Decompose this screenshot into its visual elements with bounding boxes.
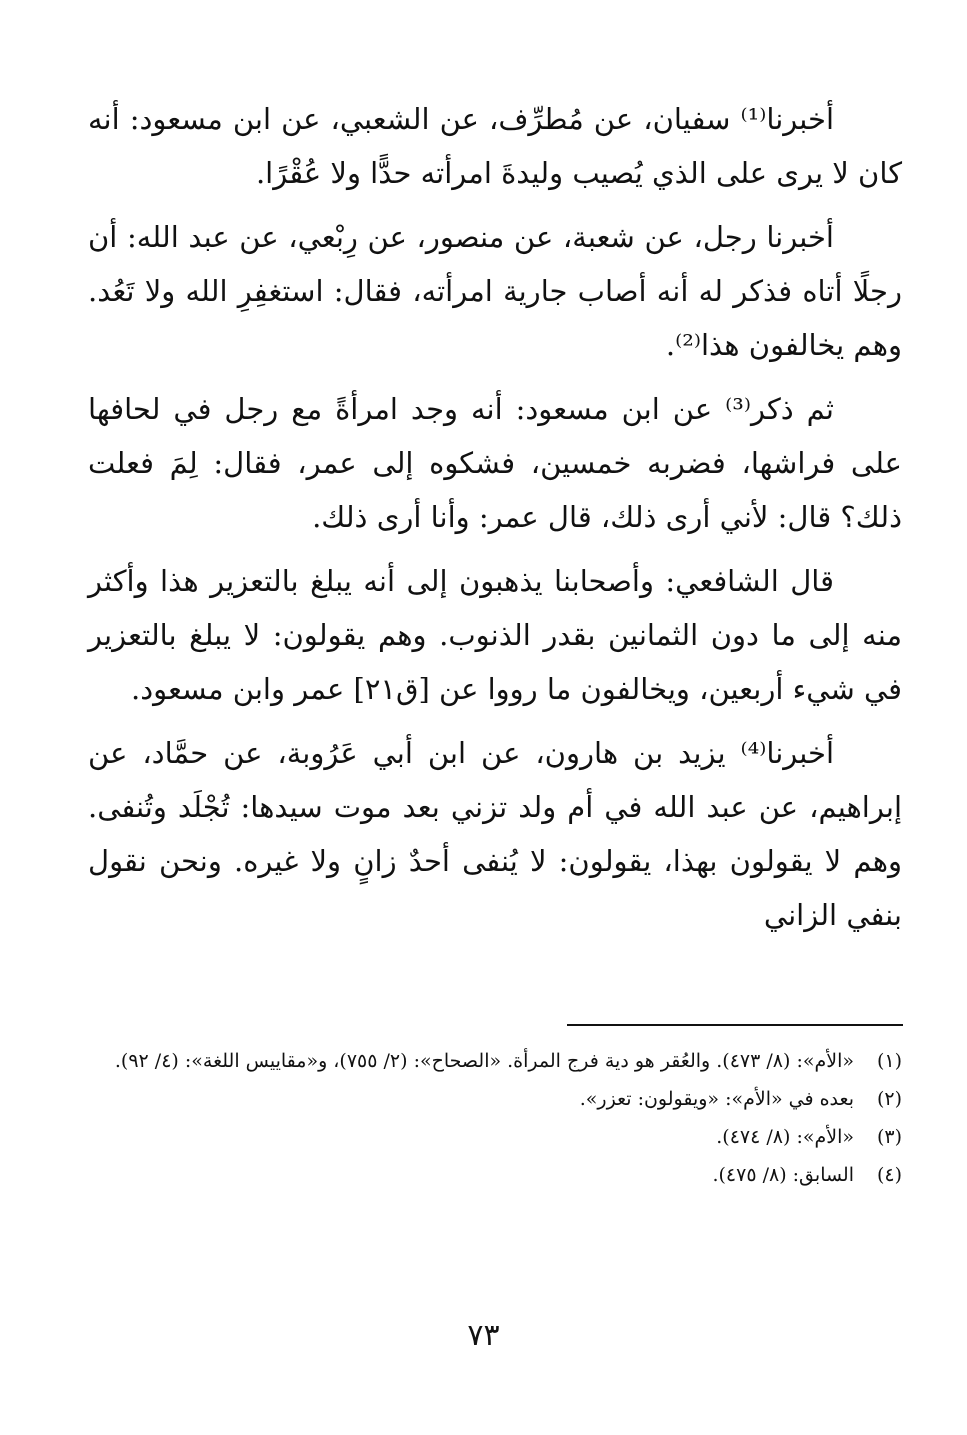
- footnote-text: بعده في «الأم»: «ويقولون: تعزر».: [579, 1088, 854, 1110]
- footnote-number: (٢): [876, 1088, 902, 1110]
- footnote-divider: [567, 1024, 903, 1026]
- paragraph-5: أخبرنا⁽⁴⁾ يزيد بن هارون، عن ابن أبي عَرُوبة، عن حمَّاد، عن إبراهيم، عن عبد الله في أم ولد تزني بعد موت سيدها: تُجْلَد وتُنفى. وهم لا يقولون بهذا، يقولون: لا يُنفى أحدٌ زانٍ ولا غيره. ونحن نقول بنفي الزاني: [88, 736, 902, 932]
- footnote-text: السابق: (٨/ ٤٧٥).: [712, 1164, 854, 1186]
- footnote-number: (٤): [876, 1164, 902, 1186]
- footnotes: [88, 1042, 902, 1194]
- paragraph-1: أخبرنا⁽¹⁾ سفيان، عن مُطرِّف، عن الشعبي، عن ابن مسعود: أنه كان لا يرى على الذي يُصيب وليدةَ امرأته حدًّا ولا عُقْرًا.: [88, 102, 902, 190]
- paragraph-3: ثم ذكر⁽³⁾ عن ابن مسعود: أنه وجد امرأةً مع رجل في لحافها على فراشها، فضربه خمسين، فشكوه إلى عمر، فقال: لِمَ فعلت ذلك؟ قال: لأني أرى ذلك، قال عمر: وأنا أرى ذلك.: [88, 392, 902, 534]
- footnote-number: (٣): [876, 1126, 902, 1148]
- main-text: [88, 92, 902, 952]
- footnote-number: (١): [876, 1050, 902, 1072]
- footnote-text: «الأم»: (٨/ ٤٧٣). والعُقر هو دية فرج المرأة. «الصحاح»: (٢/ ٧٥٥)، و«مقاييس اللغة»: (٤/ ٩٢).: [114, 1050, 854, 1072]
- footnote-4: [88, 1156, 902, 1194]
- paragraph-2: أخبرنا رجل، عن شعبة، عن منصور، عن رِبْعي، عن عبد الله: أن رجلًا أتاه فذكر له أنه أصاب جارية امرأته، فقال: استغفِرِ الله ولا تَعُد. وهم يخالفون هذا⁽²⁾.: [88, 220, 902, 362]
- page-number: ٧٣: [467, 1318, 500, 1353]
- footnote-1: [88, 1042, 902, 1080]
- paragraph-4: قال الشافعي: وأصحابنا يذهبون إلى أنه يبلغ بالتعزير هذا وأكثر منه إلى ما دون الثمانين بقدر الذنوب. وهم يقولون: لا يبلغ بالتعزير في شيء أربعين، ويخالفون ما رووا عن [ق٢١] عمر وابن مسعود.: [88, 564, 902, 706]
- footnote-2: [88, 1080, 902, 1118]
- footnote-text: «الأم»: (٨/ ٤٧٤).: [716, 1126, 854, 1148]
- footnote-3: [88, 1118, 902, 1156]
